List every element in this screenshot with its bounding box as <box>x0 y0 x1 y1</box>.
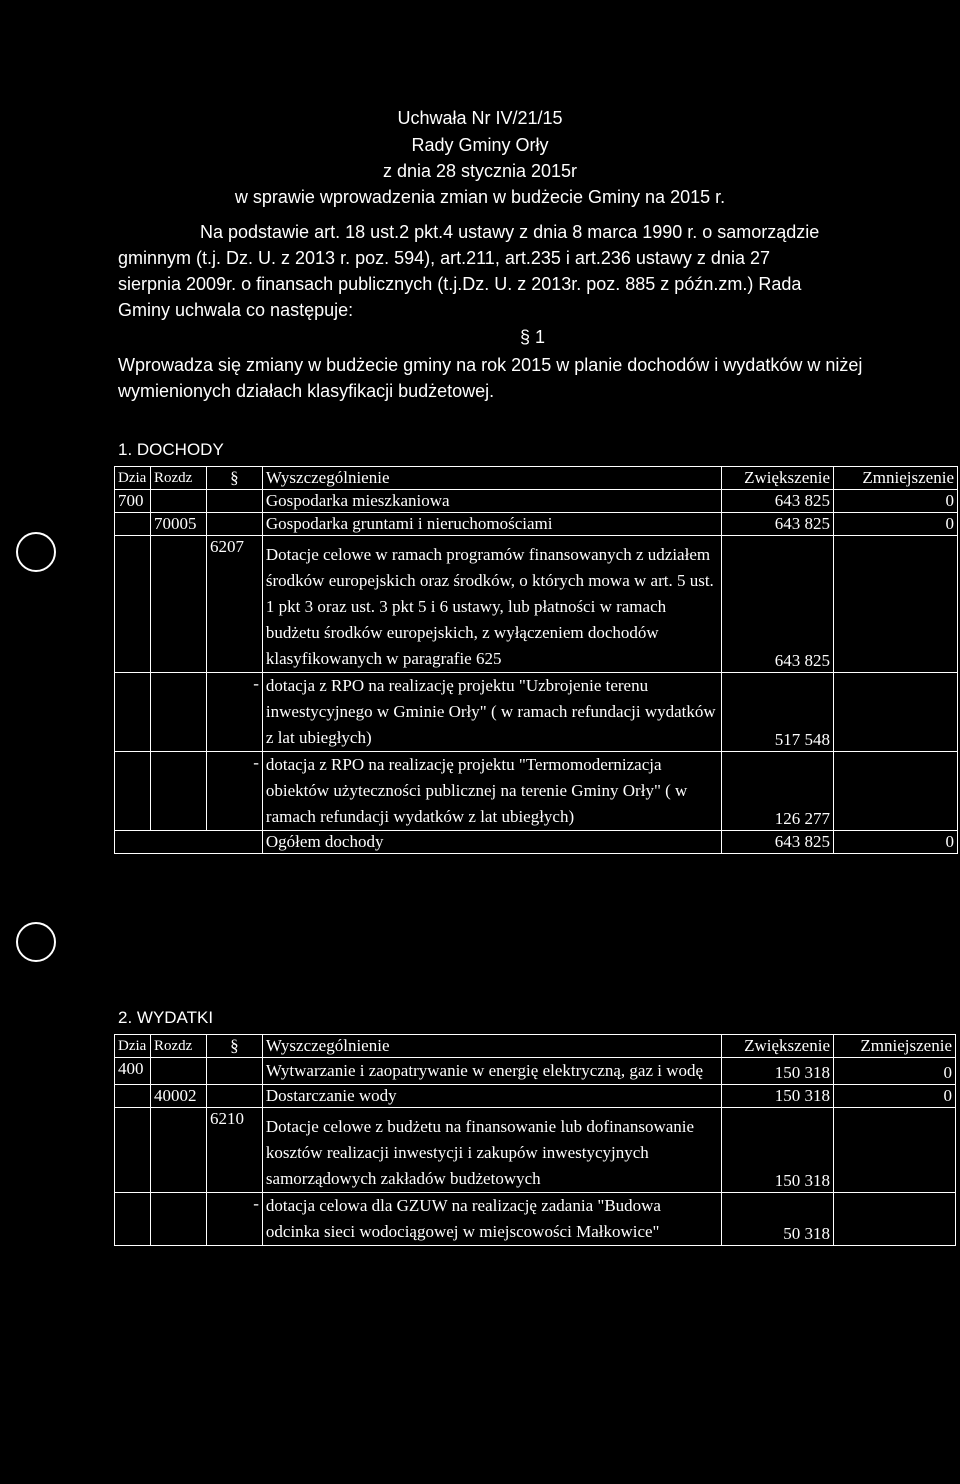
cell-rozdz <box>150 536 206 673</box>
col-dzial: Dzia <box>115 467 151 490</box>
binder-hole-top <box>16 532 56 572</box>
col-dec: Zmniejszenie <box>834 1035 956 1058</box>
preamble-line-3: sierpnia 2009r. o finansach publicznych (t.j.Dz. U. z 2013r. poz. 885 z późn.zm.) Rada <box>118 274 802 294</box>
cell-dec <box>834 1193 956 1246</box>
cell-dec <box>834 536 958 673</box>
col-rozdz: Rozdz <box>150 1035 206 1058</box>
cell-dec <box>834 752 958 831</box>
cell-dzial <box>115 513 151 536</box>
expenses-header-row <box>115 1035 956 1058</box>
table-row <box>115 1193 956 1246</box>
cell-desc: Gospodarka mieszkaniowa <box>262 490 721 513</box>
income-heading: 1. DOCHODY <box>118 440 224 459</box>
cell-desc: Gospodarka gruntami i nieruchomościami <box>262 513 721 536</box>
council-name: Rady Gminy Orły <box>411 135 549 155</box>
binder-hole-bottom <box>16 922 56 962</box>
cell-par <box>206 490 262 513</box>
cell-desc: Dotacje celowe z budżetu na finansowanie lub dofinansowanie kosztów realizacji inwestycji i zakupów inwestycyjnych samorządowych zakładów budżetowych <box>262 1108 721 1193</box>
table-row <box>115 1108 956 1193</box>
table-row <box>115 1058 956 1085</box>
cell-desc: dotacja celowa dla GZUW na realizację zadania "Budowa odcinka sieci wodociągowej w miejscowości Małkowice" <box>262 1193 721 1246</box>
section-mark: § 1 <box>520 327 546 347</box>
cell-dzial: 700 <box>115 490 151 513</box>
cell-desc: Dostarczanie wody <box>262 1085 721 1108</box>
cell-desc: dotacja z RPO na realizację projektu "Termomodernizacja obiektów użyteczności publicznej na terenie Gminy Orły" ( w ramach refundacji wydatków z lat ubiegłych) <box>262 752 721 831</box>
resolution-subject: w sprawie wprowadzenia zmian w budżecie Gminy na 2015 r. <box>234 187 726 207</box>
cell-desc: Wytwarzanie i zaopatrywanie w energię elektryczną, gaz i wodę <box>262 1058 721 1085</box>
cell-dec: 0 <box>834 490 958 513</box>
cell-inc: 643 825 <box>722 513 834 536</box>
cell-desc: Dotacje celowe w ramach programów finansowanych z udziałem środków europejskich oraz środków, o których mowa w art. 5 ust. 1 pkt 3 oraz ust. 3 pkt 5 i 6 ustawy, lub płatności w ramach budżetu środków europejskich, z wyłączeniem dochodów klasyfikowanych w paragrafie 625 <box>262 536 721 673</box>
cell-dzial <box>115 752 151 831</box>
expenses-table <box>114 1034 956 1246</box>
table-row <box>115 490 958 513</box>
col-inc: Zwiększenie <box>722 1035 834 1058</box>
cell-desc: dotacja z RPO na realizację projektu "Uzbrojenie terenu inwestycyjnego w Gminie Orły" ( w ramach refundacji wydatków z lat ubiegłych) <box>262 673 721 752</box>
cell-inc: 150 318 <box>722 1108 834 1193</box>
cell-dzial <box>115 536 151 673</box>
cell-rozdz <box>150 673 206 752</box>
cell-dec: 0 <box>834 1058 956 1085</box>
col-desc: Wyszczególnienie <box>262 467 721 490</box>
cell-inc: 517 548 <box>722 673 834 752</box>
cell-par: - <box>206 752 262 831</box>
cell-inc: 643 825 <box>722 536 834 673</box>
cell-par <box>206 513 262 536</box>
income-header-row <box>115 467 958 490</box>
table-row <box>115 752 958 831</box>
cell-dzial <box>115 673 151 752</box>
cell-par: 6210 <box>206 1108 262 1193</box>
col-inc: Zwiększenie <box>722 467 834 490</box>
cell-inc: 50 318 <box>722 1193 834 1246</box>
cell-dec <box>834 673 958 752</box>
table-row <box>115 673 958 752</box>
cell-rozdz: 40002 <box>150 1085 206 1108</box>
cell-dec: 0 <box>834 1085 956 1108</box>
cell-par: - <box>206 1193 262 1246</box>
cell-dec <box>834 1108 956 1193</box>
col-par: § <box>206 467 262 490</box>
cell-dzial <box>115 1108 151 1193</box>
cell-par: - <box>206 673 262 752</box>
table-row <box>115 536 958 673</box>
cell-par: 6207 <box>206 536 262 673</box>
preamble-line-1: Na podstawie art. 18 ust.2 pkt.4 ustawy z dnia 8 marca 1990 r. o samorządzie <box>200 222 820 242</box>
table-row <box>115 1085 956 1108</box>
section-text: Wprowadza się zmiany w budżecie gminy na rok 2015 w planie dochodów i wydatków w niżej wymienionych działach klasyfikacji budżetowej. <box>118 355 863 401</box>
table-row <box>115 513 958 536</box>
cell-rozdz <box>150 752 206 831</box>
total-dec: 0 <box>834 831 958 854</box>
col-rozdz: Rozdz <box>150 467 206 490</box>
col-desc: Wyszczególnienie <box>262 1035 721 1058</box>
cell-par <box>206 1058 262 1085</box>
cell-rozdz <box>150 1193 206 1246</box>
col-par: § <box>206 1035 262 1058</box>
cell-dzial: 400 <box>115 1058 151 1085</box>
cell-rozdz: 70005 <box>150 513 206 536</box>
cell-inc: 643 825 <box>722 490 834 513</box>
cell-par <box>206 1085 262 1108</box>
resolution-date: z dnia 28 stycznia 2015r <box>382 161 578 181</box>
cell-dec: 0 <box>834 513 958 536</box>
expenses-heading: 2. WYDATKI <box>118 1008 214 1027</box>
resolution-number: Uchwała Nr IV/21/15 <box>397 108 563 128</box>
col-dec: Zmniejszenie <box>834 467 958 490</box>
cell-dzial <box>115 1193 151 1246</box>
cell-inc: 126 277 <box>722 752 834 831</box>
cell-rozdz <box>150 490 206 513</box>
income-table <box>114 466 958 854</box>
cell-inc: 150 318 <box>722 1085 834 1108</box>
cell-inc: 150 318 <box>722 1058 834 1085</box>
total-spacer <box>115 831 263 854</box>
total-row <box>115 831 958 854</box>
cell-rozdz <box>150 1058 206 1085</box>
cell-rozdz <box>150 1108 206 1193</box>
cell-dzial <box>115 1085 151 1108</box>
col-dzial: Dzia <box>115 1035 151 1058</box>
total-label: Ogółem dochody <box>262 831 721 854</box>
preamble-line-4: Gminy uchwala co następuje: <box>118 300 354 320</box>
total-inc: 643 825 <box>722 831 834 854</box>
preamble-line-2: gminnym (t.j. Dz. U. z 2013 r. poz. 594), art.211, art.235 i art.236 ustawy z dnia 27 <box>118 248 770 268</box>
